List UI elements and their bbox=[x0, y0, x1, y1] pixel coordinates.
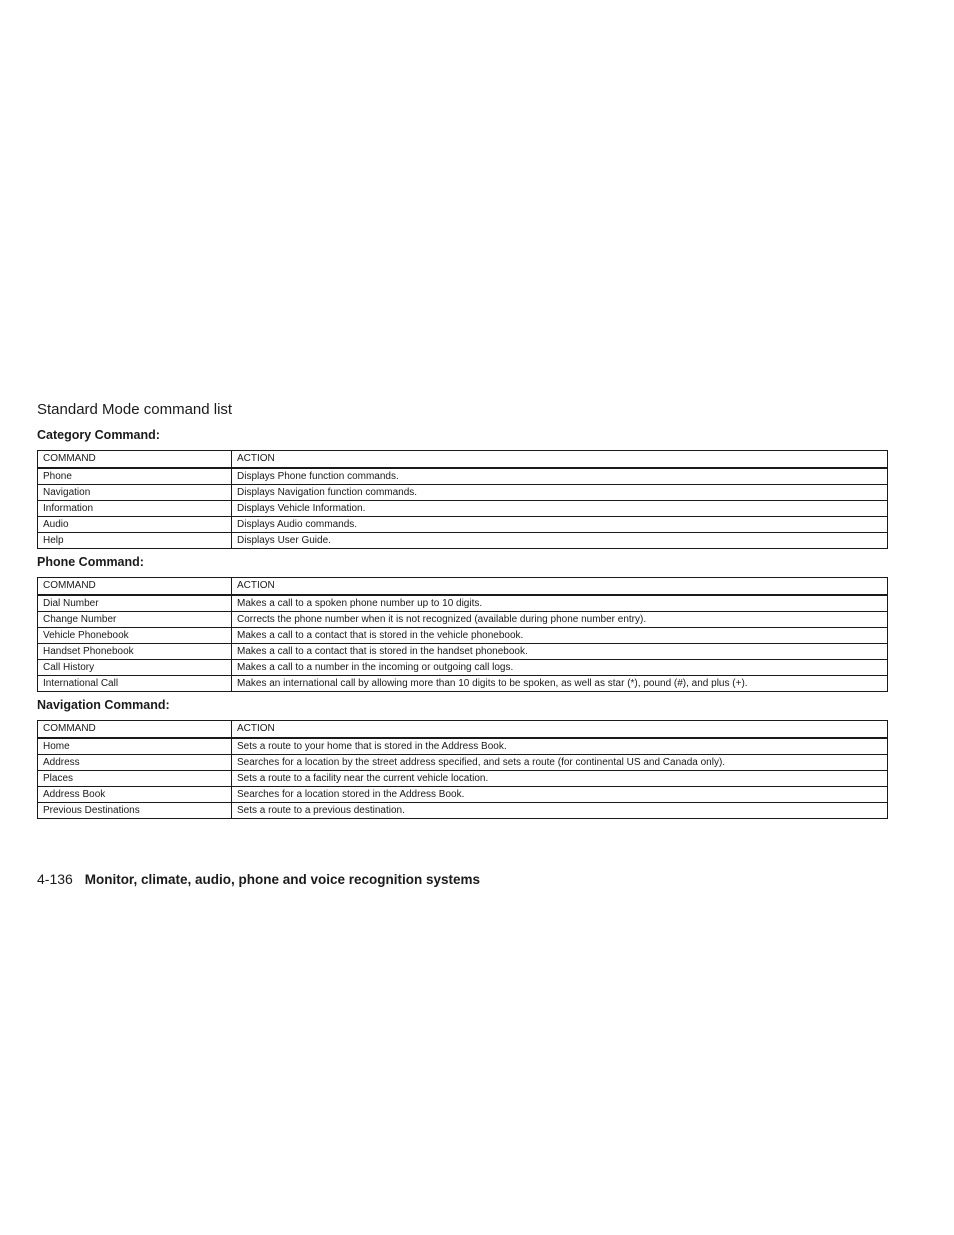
table-row bbox=[38, 787, 888, 803]
command-cell: Address bbox=[38, 755, 232, 771]
navigation-command-heading: Navigation Command: bbox=[37, 698, 170, 712]
command-cell: Dial Number bbox=[38, 595, 232, 612]
command-cell: Change Number bbox=[38, 612, 232, 628]
category-command-table bbox=[37, 450, 888, 549]
column-header-command: COMMAND bbox=[38, 578, 232, 596]
action-cell: Makes a call to a number in the incoming or outgoing call logs. bbox=[232, 660, 888, 676]
command-cell: Audio bbox=[38, 517, 232, 533]
action-cell: Sets a route to a previous destination. bbox=[232, 803, 888, 819]
command-cell: Call History bbox=[38, 660, 232, 676]
table-row bbox=[38, 771, 888, 787]
command-cell: Vehicle Phonebook bbox=[38, 628, 232, 644]
command-cell: Information bbox=[38, 501, 232, 517]
action-cell: Sets a route to a facility near the current vehicle location. bbox=[232, 771, 888, 787]
action-cell: Displays Vehicle Information. bbox=[232, 501, 888, 517]
command-cell: Handset Phonebook bbox=[38, 644, 232, 660]
column-header-action: ACTION bbox=[232, 721, 888, 739]
table-header-row bbox=[38, 578, 888, 596]
table-row bbox=[38, 676, 888, 692]
command-cell: Help bbox=[38, 533, 232, 549]
page-title: Standard Mode command list bbox=[37, 401, 233, 418]
category-command-heading: Category Command: bbox=[37, 428, 160, 442]
action-cell: Makes a call to a contact that is stored in the vehicle phonebook. bbox=[232, 628, 888, 644]
column-header-command: COMMAND bbox=[38, 721, 232, 739]
command-cell: Address Book bbox=[38, 787, 232, 803]
command-cell: International Call bbox=[38, 676, 232, 692]
action-cell: Searches for a location by the street address specified, and sets a route (for continental US and Canada only). bbox=[232, 755, 888, 771]
page-footer bbox=[37, 871, 480, 887]
page-number: 4-136 bbox=[37, 871, 73, 887]
table-row bbox=[38, 803, 888, 819]
table-header-row bbox=[38, 451, 888, 469]
action-cell: Displays Audio commands. bbox=[232, 517, 888, 533]
column-header-action: ACTION bbox=[232, 451, 888, 469]
command-cell: Navigation bbox=[38, 485, 232, 501]
chapter-title: Monitor, climate, audio, phone and voice recognition systems bbox=[84, 872, 481, 887]
command-cell: Phone bbox=[38, 468, 232, 485]
phone-command-heading: Phone Command: bbox=[37, 555, 144, 569]
command-cell: Home bbox=[38, 738, 232, 755]
table-row bbox=[38, 501, 888, 517]
table-row bbox=[38, 628, 888, 644]
table-row bbox=[38, 612, 888, 628]
phone-command-table bbox=[37, 577, 888, 692]
table-row bbox=[38, 755, 888, 771]
table-row bbox=[38, 517, 888, 533]
command-cell: Previous Destinations bbox=[38, 803, 232, 819]
table-row bbox=[38, 533, 888, 549]
navigation-command-table bbox=[37, 720, 888, 819]
action-cell: Makes an international call by allowing more than 10 digits to be spoken, as well as star (*), pound (#), and plus (+). bbox=[232, 676, 888, 692]
action-cell: Searches for a location stored in the Address Book. bbox=[232, 787, 888, 803]
action-cell: Corrects the phone number when it is not recognized (available during phone number entry). bbox=[232, 612, 888, 628]
column-header-action: ACTION bbox=[232, 578, 888, 596]
table-row bbox=[38, 644, 888, 660]
action-cell: Displays Phone function commands. bbox=[232, 468, 888, 485]
table-row bbox=[38, 468, 888, 485]
action-cell: Sets a route to your home that is stored in the Address Book. bbox=[232, 738, 888, 755]
action-cell: Makes a call to a contact that is stored in the handset phonebook. bbox=[232, 644, 888, 660]
table-row bbox=[38, 738, 888, 755]
action-cell: Makes a call to a spoken phone number up to 10 digits. bbox=[232, 595, 888, 612]
action-cell: Displays User Guide. bbox=[232, 533, 888, 549]
table-row bbox=[38, 485, 888, 501]
table-row bbox=[38, 595, 888, 612]
action-cell: Displays Navigation function commands. bbox=[232, 485, 888, 501]
command-cell: Places bbox=[38, 771, 232, 787]
column-header-command: COMMAND bbox=[38, 451, 232, 469]
table-header-row bbox=[38, 721, 888, 739]
table-row bbox=[38, 660, 888, 676]
